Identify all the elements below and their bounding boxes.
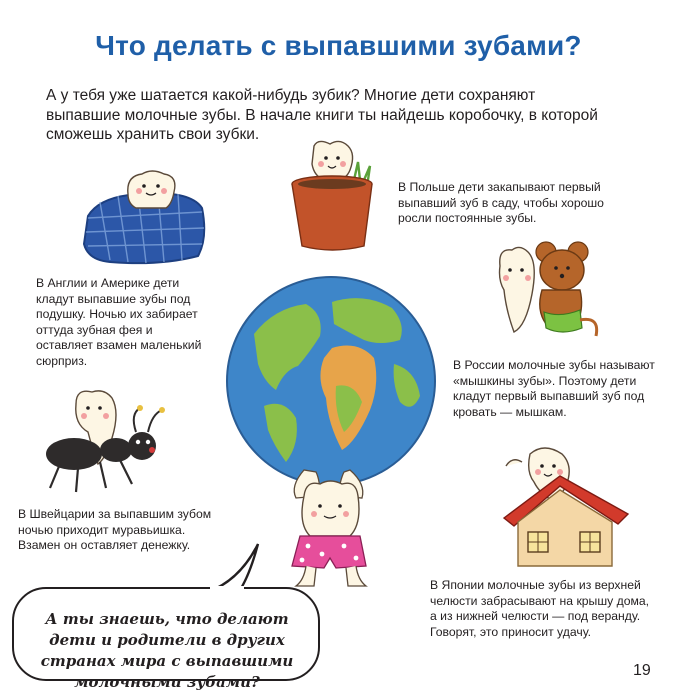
- page-number: 19: [633, 662, 651, 679]
- tooth-with-mouse-illustration: [470, 240, 605, 350]
- speech-bubble-text: А ты знаешь, что делают дети и родители в других странах мира с выпавшими молочными зубами?: [40, 610, 294, 691]
- tooth-on-house-illustration: [500, 446, 632, 568]
- caption-russia: В России молочные зубы называют «мышкины зубы». Поэтому дети кладут первый выпавший зуб под кровать — мышкам.: [453, 358, 655, 419]
- caption-switzerland: В Швейцарии за выпавшим зубом ночью приходит муравьишка. Взамен он оставляет денежку.: [18, 507, 212, 553]
- caption-england-america: В Англии и Америке дети кладут выпавшие зубы под подушку. Ночью их забирает оттуда зубная фея и оставляет взамен маленький сюрприз.: [36, 276, 202, 368]
- intro-paragraph: А у тебя уже шатается какой-нибудь зубик? Многие дети сохраняют выпавшие молочные зубы. В начале книги ты найдешь коробочку, в которой сможешь хранить свои зубки.: [46, 87, 598, 143]
- page-title: Что делать с выпавшими зубами?: [95, 30, 582, 61]
- tooth-in-pot-illustration: [284, 140, 384, 255]
- tooth-with-ant-illustration: [40, 388, 190, 498]
- tooth-on-pillow-illustration: [80, 168, 210, 268]
- speech-bubble-tail-cover: [200, 580, 260, 592]
- caption-japan: В Японии молочные зубы из верхней челюсти забрасывают на крышу дома, а из нижней челюсти — под веранду. Говорят, это приносит удачу.: [430, 578, 650, 639]
- caption-poland: В Польше дети закапывают первый выпавший зуб в саду, чтобы хорошо росли постоянные зубы.: [398, 180, 604, 226]
